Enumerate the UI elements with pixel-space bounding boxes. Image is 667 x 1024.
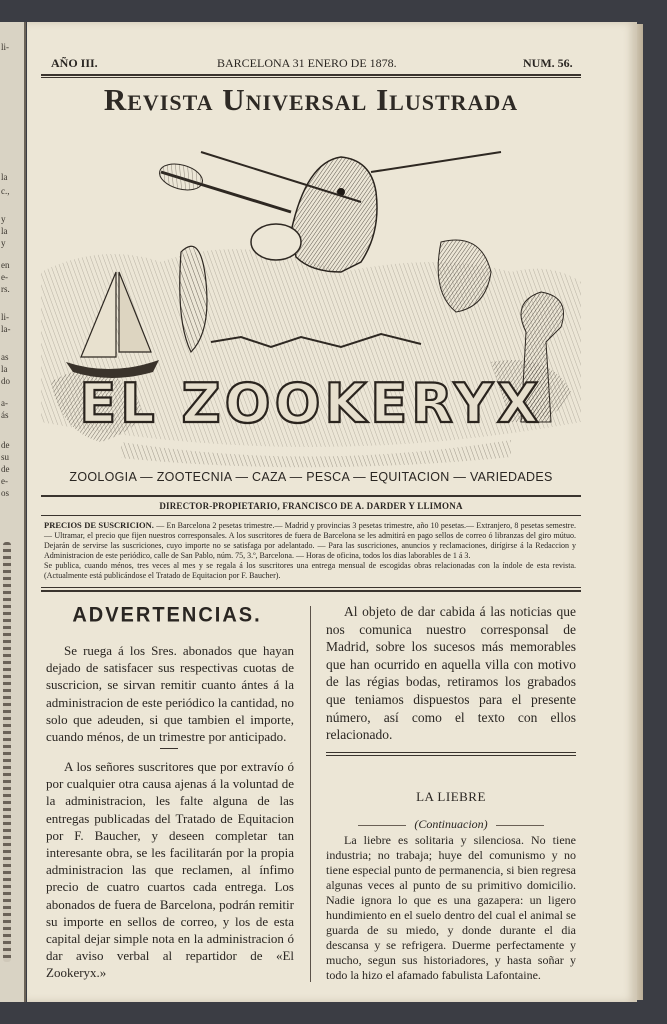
left-text-fragment: os — [1, 488, 10, 498]
left-text-fragment: rs. — [1, 284, 10, 294]
advertencias-heading: ADVERTENCIAS. — [72, 603, 262, 627]
article-heading: LA LIEBRE — [416, 789, 486, 804]
director-line: DIRECTOR-PROPIETARIO, FRANCISCO DE A. DARDER Y LLIMONA — [159, 501, 463, 511]
left-text-fragment: c., — [1, 186, 10, 196]
illustration-lettering: EL ZOOKERYX — [79, 372, 543, 435]
issue-year: AÑO III. — [51, 56, 98, 70]
left-text-fragment: do — [1, 376, 10, 386]
left-text-fragment: y — [1, 238, 6, 248]
left-text-fragment: li- — [1, 312, 9, 322]
left-text-fragment: su — [1, 452, 10, 462]
binding-chain-ornament — [3, 542, 11, 962]
newspaper-page — [27, 22, 637, 1002]
left-text-fragment: en — [1, 260, 10, 270]
horse-head-icon — [291, 157, 377, 272]
subscription-prices — [44, 520, 576, 581]
left-text-fragment: e- — [1, 272, 8, 282]
left-text-fragment: de — [1, 440, 10, 450]
left-text-fragment: la- — [1, 324, 11, 334]
section-rule — [326, 755, 576, 756]
section-rule — [41, 587, 581, 588]
left-text-fragment: la — [1, 226, 8, 236]
masthead-rule — [41, 77, 581, 78]
prices-text: — En Barcelona 2 pesetas trimestre.— Madrid y provincias 3 pesetas trimestre, año 10 pesetas.— Extranjero, 8 pesetas semestre. — Ultramar, el precio que fijen nuestros corresponsales. A los suscritores de fuera de Barcelona se les admitirá en pago sellos de correo ó libranzas del giro mútuo. Dejarán de servirse las suscriciones, cuyo importe no se satisfaga por adelantado. — Para las suscriciones, anuncios y reclamaciones, dirígirse á la Redaccion y Administracion de este periódico, calle de San Pablo, núm. 75, 3.º, Barcelona. — Horas de oficina, todos los dias laborables de 1 á 3. — [44, 521, 576, 560]
left-text-fragment: de — [1, 464, 10, 474]
left-text-fragment: la — [1, 364, 8, 374]
article-body — [326, 833, 576, 983]
section-rule — [41, 515, 581, 516]
advertencias-text: Se ruega á los Sres. abonados que hayan dejado de satisfacer sus respectivas cuotas de suscricion, se sirvan remitir cuanto ántes á la administracion de este periódico la cantidad, no solo que adeuden, si que tambien el importe, cuando ménos, de un trimestre por anticipado. — [46, 643, 294, 745]
article-continuation: (Continuacion) — [326, 817, 576, 832]
paragraph-separator — [160, 748, 178, 749]
left-text-fragment: li- — [1, 42, 9, 52]
left-text-fragment: a- — [1, 398, 8, 408]
advertencias-paragraph-1 — [46, 642, 294, 745]
left-text-fragment: y — [1, 214, 6, 224]
advertencias-text: A los señores suscritores que por extravío ó por cualquier otra causa ajenas á la voluntad de la administracion, les falte alguna de las entregas publicadas del Tratado de Equitacion por F. Baucher, y deseen completar tan interesante obra, se les facilitarán por la propia administracion las que reclamen, al ínfimo precio de cuatro cuartos cada entrega. Los abonados de fuera de Barcelona, podrán remitir su importe en sellos de correo, y los de esta capital dejar simple nota en la administracion ó dar aviso verbal al repartidor de «El Zookeryx.» — [46, 759, 294, 981]
article-text: La liebre es solitaria y silenciosa. No tiene industria; no trabaja; huye del comunismo y no tiene especial punto de permanencia, si bien regresa algunas veces al punto de su primitivo domicilio. Nadie ignora lo que es una gazapera: un ligero hundimiento en el suelo dentro del cual el animal se guarda de su miedo, y donde durante el dia descansa y se refrigera. Duerme perfectamente y mucho, segun sus historiadores, y hasta soñar y todo la hizo el afamado fabulista Lafontaine. — [326, 833, 576, 982]
left-text-fragment: la — [1, 172, 8, 182]
section-rule — [326, 752, 576, 753]
left-text-fragment: as — [1, 352, 9, 362]
section-rule — [41, 590, 581, 592]
facing-page-fragment — [0, 22, 26, 1002]
page-title: Revista Universal Ilustrada — [103, 82, 519, 117]
column-divider — [310, 606, 311, 982]
notice-text: Al objeto de dar cabida á las noticias que nos comunica nuestro corresponsal de Madrid, sobre los sucesos más memorables que han ocurrido en aquella villa con motivo de las régias bodas, retiramos los grabados que teniamos dispuestos para el presente número, así como el texto con ellos relacionado. — [326, 604, 576, 743]
issue-dateline: BARCELONA 31 ENERO DE 1878. — [217, 56, 397, 70]
advertencias-paragraph-2 — [46, 758, 294, 982]
left-text-fragment: ás — [1, 410, 9, 420]
subjects-line: ZOOLOGIA — ZOOTECNIA — CAZA — PESCA — EQUITACION — VARIEDADES — [69, 470, 553, 484]
left-text-fragment: e- — [1, 476, 8, 486]
publication-note: Se publica, cuando ménos, tres veces al mes y se regala á los suscritores una entrega mensual de escogidas obras relacionadas con la índole de esta revista. (Actualmente está publicándose el Tratado de Equitacion por F. Baucher). — [44, 561, 576, 580]
engraving-illustration — [41, 122, 581, 474]
section-rule — [41, 495, 581, 497]
masthead-rule — [41, 74, 581, 76]
prices-label: PRECIOS DE SUSCRICION. — [44, 520, 154, 530]
issue-number: NUM. 56. — [523, 56, 573, 70]
notice-paragraph — [326, 603, 576, 744]
